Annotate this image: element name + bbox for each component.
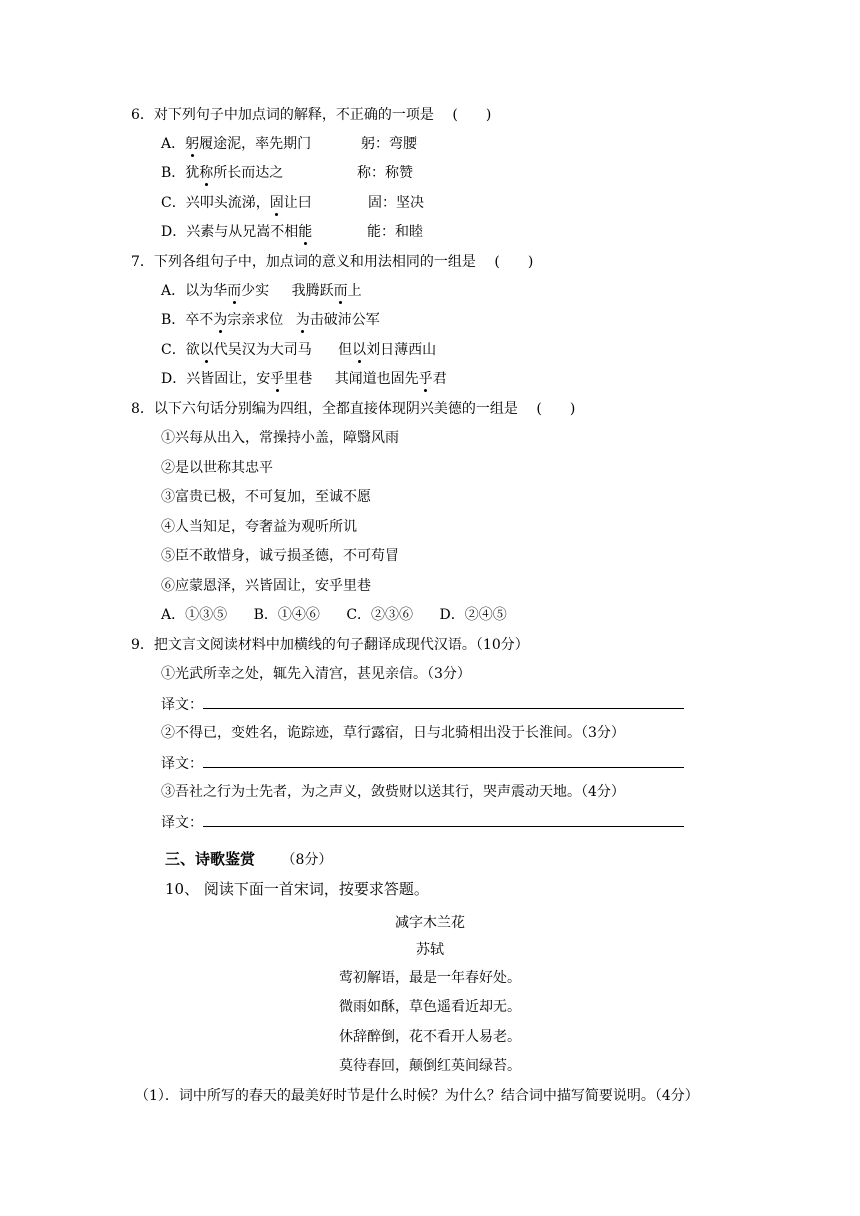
answer-bracket: ( ): [494, 254, 534, 270]
q8-item: ③富贵已极，不可复加，至诚不愿: [161, 489, 371, 505]
q9-sentence-1: ①光武所幸之处，辄先入清宫，甚见亲信。（3分）: [161, 666, 471, 682]
q7-option-d: D．兴皆固让，安乎里巷 其闻道也固先乎君: [161, 371, 447, 387]
dotted-char: 能: [298, 224, 313, 240]
poem-line: 莫待春回，颠倒红英间绿苔。: [339, 1058, 521, 1074]
q6-gloss-c: 固：坚决: [368, 195, 424, 211]
q6-option-b: B．犹称所长而达之: [161, 165, 284, 181]
section-heading: 三、诗歌鉴赏 （8分）: [165, 850, 333, 868]
q8-choice-b: B．①④⑥: [253, 607, 320, 623]
dotted-char: 称: [199, 165, 214, 181]
q10-sub-question-1: （1）．词中所写的春天的最美好时节是什么时候？为什么？结合词中描写简要说明。（4分）: [135, 1088, 699, 1104]
q6-stem: 6．对下列句子中加点词的解释，不正确的一项是 ( ): [131, 107, 492, 123]
q9-answer-line-2: 译文：: [161, 754, 684, 773]
q8-choice-a: A．①③⑤: [161, 607, 228, 623]
q8-item: ①兴每从出入，常操持小盖，障翳风雨: [161, 430, 399, 446]
dotted-char: 为: [295, 312, 310, 328]
dotted-char: 躬: [185, 136, 200, 152]
dotted-char: 乎: [270, 371, 285, 387]
q10-stem: 10、 阅读下面一首宋词，按要求答题。: [165, 880, 429, 898]
q8-choice-d: D．②④⑤: [439, 607, 507, 623]
poem-line: 休辞醉倒，花不看开人易老。: [339, 1029, 521, 1045]
q9-answer-line-3: 译文：: [161, 813, 684, 832]
q6-option-a: A．躬履途泥，率先期门: [161, 136, 312, 152]
q6-gloss-d: 能：和睦: [367, 224, 423, 240]
answer-bracket: ( ): [452, 107, 492, 123]
q6-gloss-b: 称：称赞: [357, 165, 413, 181]
q9-stem: 9．把文言文阅读材料中加横线的句子翻译成现代汉语。（10分）: [131, 637, 529, 653]
q8-choices: [161, 606, 507, 624]
q8-item: ⑤臣不敢惜身，诚亏损圣德，不可苟冒: [161, 548, 399, 564]
dotted-char: 以: [199, 342, 214, 358]
poem-author: 苏轼: [416, 942, 444, 958]
q8-stem: 8．以下六句话分别编为四组，全都直接体现阴兴美德的一组是 ( ): [131, 401, 576, 417]
poem-line: 微雨如酥，草色遥看近却无。: [339, 999, 521, 1015]
q7-option-c: C．欲以代吴汉为大司马 但以刘日薄西山: [161, 342, 437, 358]
q8-item: ⑥应蒙恩泽，兴皆固让，安乎里巷: [161, 578, 371, 594]
dotted-char: 而: [333, 283, 348, 299]
q8-item: ④人当知足，夸奢益为观听所讥: [161, 519, 357, 535]
q6-option-c: C．兴叩头流涕，固让曰: [161, 195, 312, 211]
poem-line: 莺初解语，最是一年春好处。: [339, 970, 521, 986]
answer-blank[interactable]: [203, 754, 684, 768]
poem-title: 减字木兰花: [395, 915, 465, 931]
dotted-char: 为: [213, 312, 228, 328]
q7-option-b: B．卒不为宗亲求位 为击破沛公军: [161, 312, 380, 328]
q8-choice-c: C．②③⑥: [346, 607, 414, 623]
q6-option-d: D．兴素与从兄嵩不相能: [161, 224, 313, 240]
q6-gloss-a: 躬：弯腰: [361, 136, 417, 152]
dotted-char: 而: [227, 283, 242, 299]
q9-answer-line-1: 译文：: [161, 695, 684, 714]
q9-sentence-2: ②不得已，变姓名，诡踪迹，草行露宿，日与北骑相出没于长淮间。（3分）: [161, 725, 625, 741]
q9-sentence-3: ③吾社之行为士先者，为之声义，敛赀财以送其行，哭声震动天地。（4分）: [161, 784, 625, 800]
dotted-char: 以: [352, 342, 367, 358]
q7-stem: 7．下列各组句子中，加点词的意义和用法相同的一组是 ( ): [131, 254, 534, 270]
dotted-char: 乎: [418, 371, 433, 387]
q7-option-a: A．以为华而少实 我腾跃而上: [161, 283, 362, 299]
answer-blank[interactable]: [203, 813, 684, 827]
answer-bracket: ( ): [536, 401, 576, 417]
q8-item: ②是以世称其忠平: [161, 460, 273, 476]
dotted-char: 固: [269, 195, 284, 211]
answer-blank[interactable]: [203, 695, 684, 709]
